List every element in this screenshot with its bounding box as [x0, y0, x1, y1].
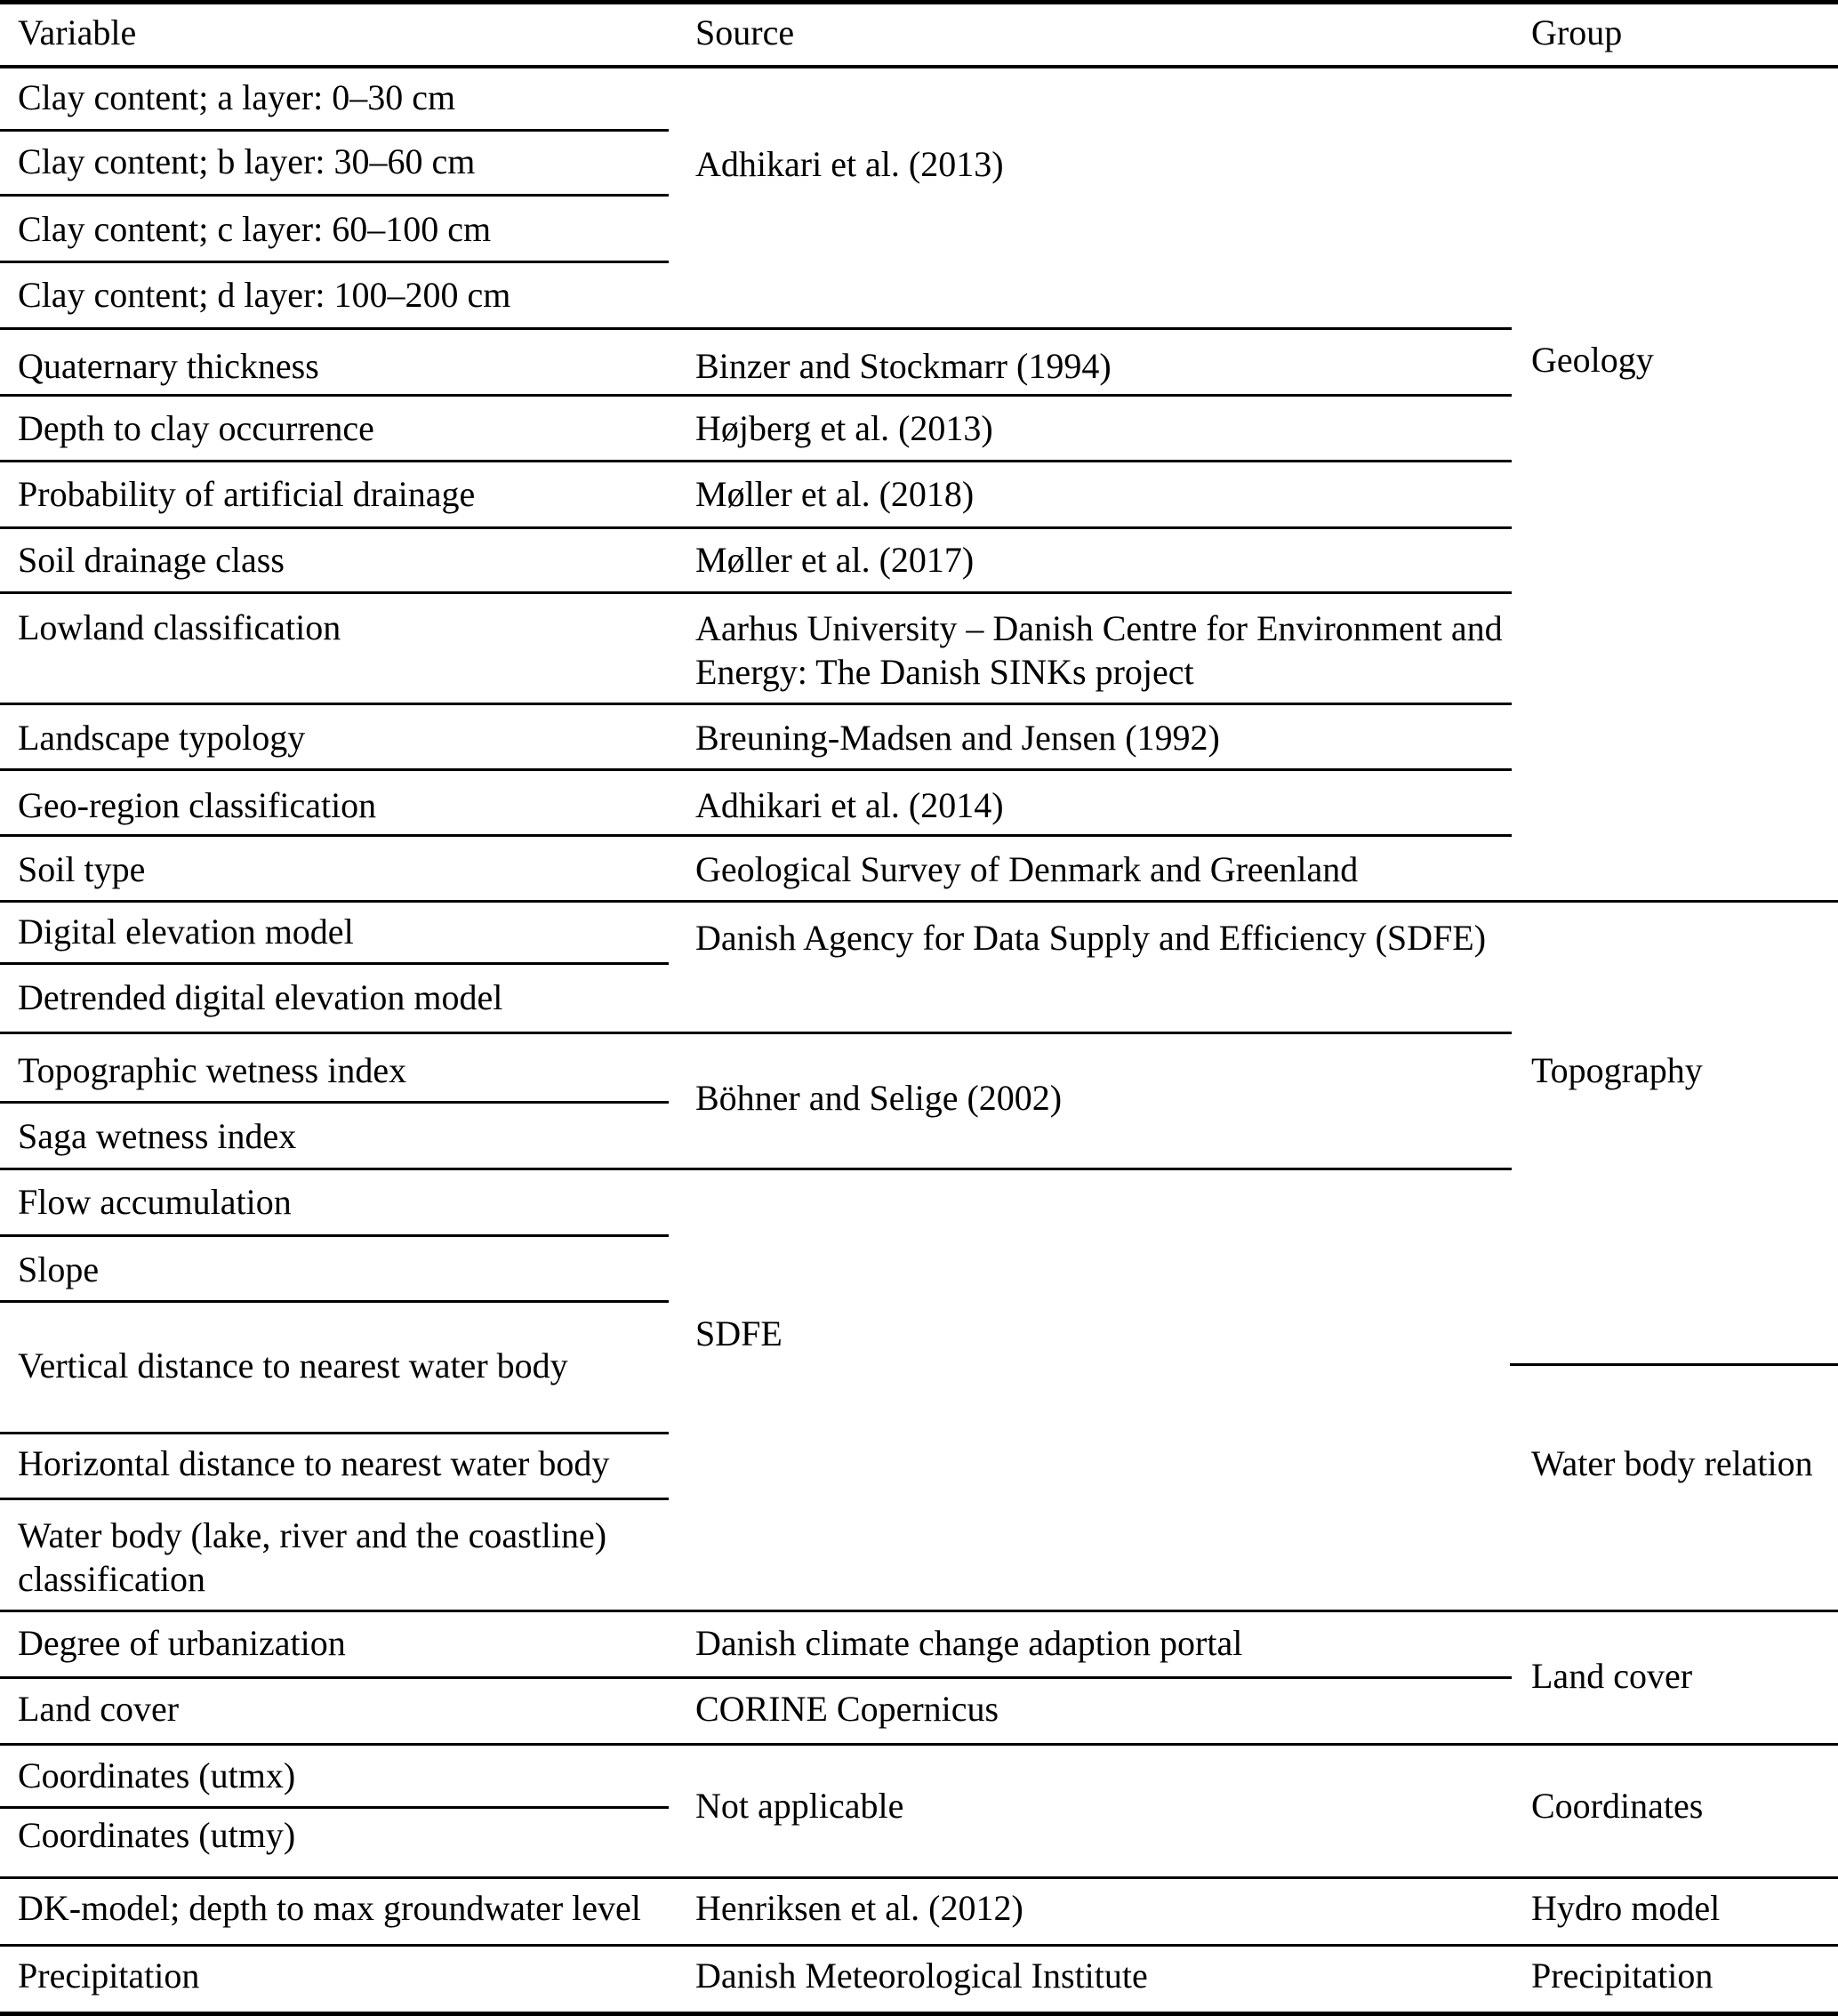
variable-cell: Lowland classification — [18, 607, 341, 647]
row-divider — [0, 394, 1512, 397]
row-divider — [0, 1300, 669, 1303]
row-divider — [0, 1101, 669, 1104]
bottom-rule — [0, 2012, 1838, 2016]
group-cell: Land cover — [1531, 1656, 1693, 1696]
source-cell: Geological Survey of Denmark and Greenland — [695, 849, 1359, 889]
variable-cell: Precipitation — [18, 1956, 200, 1996]
variable-cell: DK-model; depth to max groundwater level — [18, 1888, 641, 1928]
variable-cell: Flow accumulation — [18, 1182, 292, 1222]
variable-cell: Digital elevation model — [18, 912, 354, 952]
header-group: Group — [1531, 12, 1623, 52]
row-divider — [0, 1234, 669, 1237]
variable-cell: Coordinates (utmx) — [18, 1755, 296, 1795]
row-divider — [0, 261, 669, 263]
source-cell: Böhner and Selige (2002) — [695, 1078, 1063, 1118]
source-cell: SDFE — [695, 1313, 783, 1353]
source-cell: Danish Meteorological Institute — [695, 1956, 1148, 1996]
source-cell: Møller et al. (2017) — [695, 540, 975, 580]
group-end-rule — [0, 1610, 1838, 1612]
row-divider — [0, 962, 669, 965]
variable-cell: Water body (lake, river and the coastline) classification — [18, 1515, 607, 1599]
group-cell: Geology — [1531, 340, 1654, 380]
row-divider — [0, 327, 1512, 330]
group-end-rule — [0, 1876, 1838, 1879]
variable-cell: Slope — [18, 1249, 100, 1289]
row-divider — [0, 1432, 669, 1434]
source-cell: Danish Agency for Data Supply and Efficiency (SDFE) — [695, 918, 1487, 958]
row-divider — [0, 703, 1512, 705]
variable-cell: Clay content; b layer: 30–60 cm — [18, 141, 476, 181]
header-rule — [0, 65, 1838, 68]
variable-cell: Soil type — [18, 849, 146, 889]
group-end-rule — [0, 900, 1838, 903]
group-cell: Hydro model — [1531, 1888, 1721, 1928]
header-variable: Variable — [18, 12, 137, 52]
row-divider — [0, 1032, 1512, 1034]
row-divider — [0, 1498, 669, 1500]
source-cell: CORINE Copernicus — [695, 1689, 999, 1729]
source-cell: Adhikari et al. (2013) — [695, 144, 1004, 184]
variable-cell: Clay content; d layer: 100–200 cm — [18, 275, 511, 315]
variable-cell: Horizontal distance to nearest water body — [18, 1443, 610, 1483]
variable-cell: Depth to clay occurrence — [18, 408, 374, 448]
group-cell: Water body relation — [1531, 1443, 1813, 1483]
variable-cell: Geo-region classification — [18, 785, 377, 825]
variable-cell: Landscape typology — [18, 718, 306, 758]
row-divider — [0, 1676, 1512, 1679]
row-divider — [0, 460, 1512, 462]
row-divider — [0, 194, 669, 197]
group-end-rule — [0, 1944, 1838, 1947]
source-cell: Møller et al. (2018) — [695, 474, 975, 514]
source-cell: Breuning-Madsen and Jensen (1992) — [695, 718, 1220, 758]
variable-cell: Coordinates (utmy) — [18, 1815, 296, 1855]
source-cell: Not applicable — [695, 1786, 904, 1826]
group-cell: Coordinates — [1531, 1786, 1704, 1826]
variable-cell: Quaternary thickness — [18, 346, 319, 386]
row-divider — [0, 1168, 1512, 1170]
group-cell: Precipitation — [1531, 1956, 1714, 1996]
variable-cell: Saga wetness index — [18, 1116, 297, 1156]
row-divider — [0, 129, 669, 132]
variable-cell: Clay content; c layer: 60–100 cm — [18, 209, 492, 249]
source-cell: Adhikari et al. (2014) — [695, 785, 1004, 825]
variable-cell: Degree of urbanization — [18, 1623, 346, 1663]
source-cell: Binzer and Stockmarr (1994) — [695, 346, 1112, 386]
source-cell: Højberg et al. (2013) — [695, 408, 993, 448]
row-divider — [0, 834, 1512, 837]
source-cell: Aarhus University – Danish Centre for Environment and Energy: The Danish SINKs project — [695, 608, 1503, 692]
variable-cell: Clay content; a layer: 0–30 cm — [18, 77, 456, 117]
group-cell: Topography — [1531, 1050, 1703, 1090]
variable-cell: Topographic wetness index — [18, 1050, 407, 1090]
variable-cell: Probability of artificial drainage — [18, 474, 476, 514]
header-source: Source — [695, 12, 795, 52]
row-divider — [0, 591, 1512, 594]
source-cell: Danish climate change adaption portal — [695, 1623, 1243, 1663]
top-rule — [0, 0, 1838, 4]
variable-cell: Detrended digital elevation model — [18, 977, 503, 1017]
group-divider — [1510, 1363, 1838, 1366]
source-cell: Henriksen et al. (2012) — [695, 1888, 1023, 1928]
variable-cell: Vertical distance to nearest water body — [18, 1345, 568, 1385]
row-divider — [0, 526, 1512, 529]
group-end-rule — [0, 1743, 1838, 1746]
variable-cell: Soil drainage class — [18, 540, 285, 580]
variable-cell: Land cover — [18, 1689, 180, 1729]
row-divider — [0, 768, 1512, 771]
